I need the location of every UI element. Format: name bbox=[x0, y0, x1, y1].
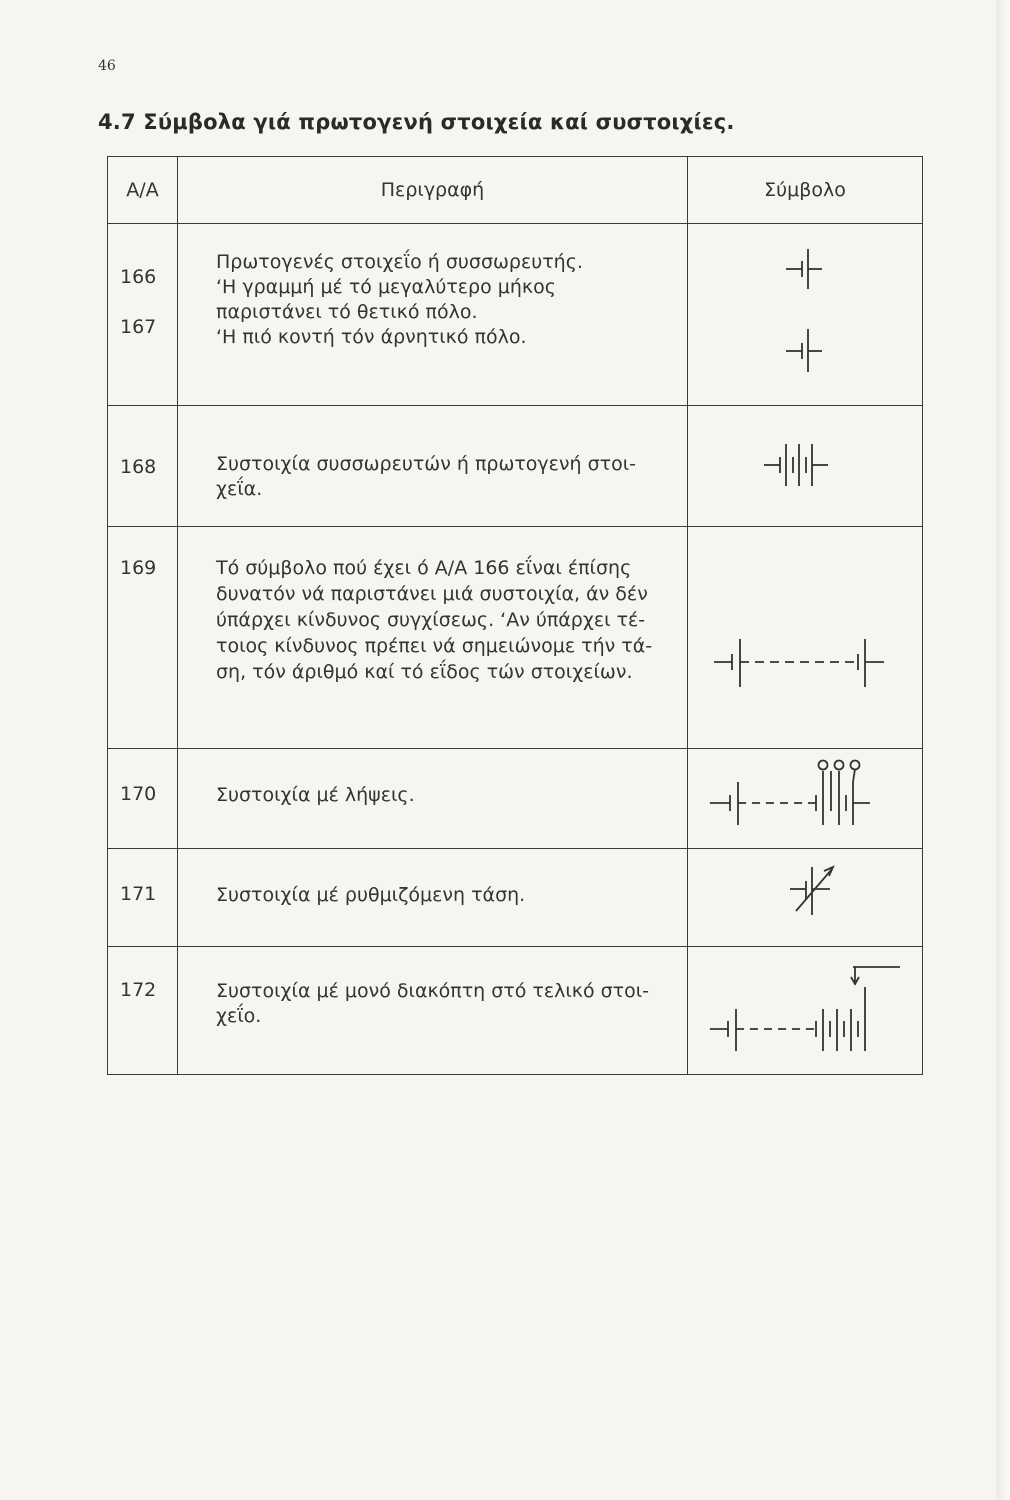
row-aa-number: 166 bbox=[120, 266, 157, 288]
row-aa-number: 172 bbox=[120, 979, 157, 1001]
page-edge-shadow bbox=[996, 0, 1010, 1500]
row-aa-number: 170 bbox=[120, 783, 157, 805]
description-line: χεΐο. bbox=[216, 1005, 262, 1027]
description-line: ‘Η γραμμή μέ τό μεγαλύτερο μήκος bbox=[216, 276, 556, 298]
description-line: ύπάρχει κίνδυνος συγχίσεως. ‘Αν ύπάρχει τέ- bbox=[216, 609, 646, 631]
adjustable-battery-symbol-icon bbox=[688, 849, 921, 945]
row-symbol bbox=[688, 527, 923, 749]
table-row bbox=[108, 849, 923, 947]
header-aa: Α/Α bbox=[108, 157, 178, 224]
table-row bbox=[108, 749, 923, 849]
header-symbol: Σύμβολο bbox=[688, 157, 923, 224]
row-description bbox=[178, 749, 688, 849]
switched-battery-symbol-icon bbox=[688, 947, 921, 1073]
row-symbol bbox=[688, 749, 923, 849]
table-row bbox=[108, 406, 923, 527]
description-line: Πρωτογενές στοιχεΐο ή συσσωρευτής. bbox=[216, 251, 583, 273]
description-line: ση, τόν άριθμό καί τό εΐδος τών στοιχείων. bbox=[216, 661, 633, 683]
description-line: ‘Η πιό κοντή τόν άρνητικό πόλο. bbox=[216, 326, 527, 348]
table-row bbox=[108, 947, 923, 1075]
description-line: δυνατόν νά παριστάνει μιά συστοιχία, άν δέν bbox=[216, 583, 648, 605]
row-aa-number: 171 bbox=[120, 883, 157, 905]
description-line: Συστοιχία συσσωρευτών ή πρωτογενή στοι- bbox=[216, 453, 637, 475]
row-aa bbox=[108, 749, 178, 849]
row-description bbox=[178, 224, 688, 406]
row-aa bbox=[108, 224, 178, 406]
description-line: παριστάνει τό θετικό πόλο. bbox=[216, 301, 478, 323]
section-heading: 4.7 Σύμβολα γιά πρωτογενή στοιχεία καί συστοιχίες. bbox=[98, 110, 735, 134]
row-symbol bbox=[688, 224, 923, 406]
row-aa bbox=[108, 406, 178, 527]
row-aa-number: 168 bbox=[120, 456, 157, 478]
description-line: χεΐα. bbox=[216, 478, 263, 500]
table-header-row bbox=[108, 157, 923, 224]
table-row bbox=[108, 224, 923, 406]
row-aa-number: 167 bbox=[120, 316, 157, 338]
header-description: Περιγραφή bbox=[178, 157, 688, 224]
row-symbol bbox=[688, 947, 923, 1075]
row-description bbox=[178, 527, 688, 749]
row-description bbox=[178, 406, 688, 527]
description-line: τοιος κίνδυνος πρέπει νά σημειώνομε τήν τά- bbox=[216, 635, 653, 657]
dashed-battery-symbol-icon bbox=[688, 527, 921, 747]
row-symbol bbox=[688, 849, 923, 947]
symbols-table bbox=[107, 156, 923, 1075]
table-row bbox=[108, 527, 923, 749]
row-aa-number: 169 bbox=[120, 557, 157, 579]
row-description bbox=[178, 947, 688, 1075]
battery-bank-symbol-icon bbox=[688, 406, 921, 525]
description-line: Συστοιχία μέ λήψεις. bbox=[216, 784, 415, 806]
description-line: Συστοιχία μέ ρυθμιζόμενη τάση. bbox=[216, 884, 526, 906]
tapped-battery-symbol-icon bbox=[688, 749, 921, 847]
row-symbol bbox=[688, 406, 923, 527]
page-number: 46 bbox=[98, 58, 116, 74]
row-description bbox=[178, 849, 688, 947]
row-aa bbox=[108, 947, 178, 1075]
description-line: Συστοιχία μέ μονό διακόπτη στό τελικό στοι- bbox=[216, 980, 650, 1002]
row-aa bbox=[108, 849, 178, 947]
single-cell-symbol-icon bbox=[688, 224, 921, 404]
description-line: Τό σύμβολο πού έχει ό Α/Α 166 εΐναι έπίσης bbox=[216, 557, 632, 579]
row-aa bbox=[108, 527, 178, 749]
